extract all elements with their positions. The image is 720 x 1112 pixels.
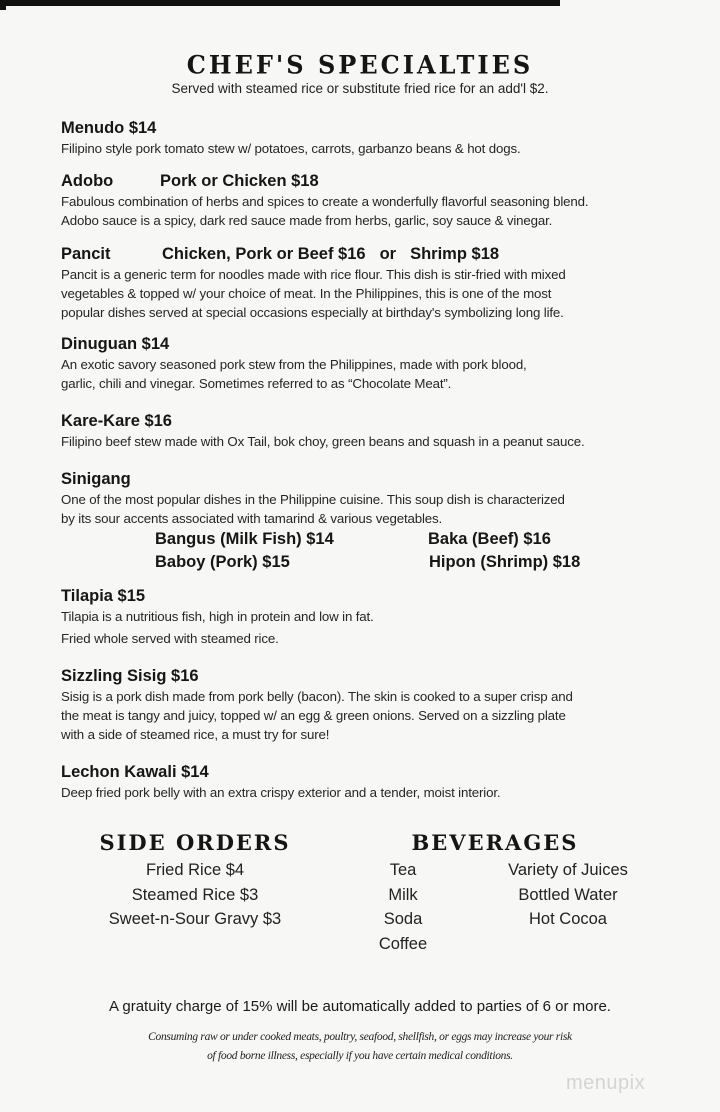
gratuity-notice: A gratuity charge of 15% will be automatically added to parties of 6 or more.: [109, 998, 611, 1015]
item-desc-line: the meat is tangy and juicy, topped w/ an egg & green onions. Served on a sizzling plate: [61, 708, 566, 723]
item-desc-line: by its sour accents associated with tamarind & various vegetables.: [61, 511, 443, 526]
beverage-item: Tea: [389, 861, 417, 879]
disclaimer-line: of food borne illness, especially if you have certain medical conditions.: [207, 1050, 513, 1062]
beverage-item: Hot Cocoa: [529, 910, 607, 928]
side-order-item: Sweet-n-Sour Gravy $3: [108, 910, 282, 928]
item-desc-line: Adobo sauce is a spicy, dark red sauce made from herbs, garlic, soy sauce & vinegar.: [61, 213, 553, 228]
item-desc-line: Tilapia is a nutritious fish, high in protein and low in fat.: [61, 609, 374, 624]
item-desc-line: popular dishes served at special occasions especially at birthday's symbolizing long life.: [61, 305, 564, 320]
disclaimer-line: Consuming raw or under cooked meats, poultry, seafood, shellfish, or eggs may increase your risk: [148, 1031, 572, 1043]
beverages-list-col-2: [478, 858, 658, 932]
item-options-2: Shrimp $18: [410, 245, 500, 263]
item-name: Kare-Kare $16: [61, 412, 172, 430]
item-desc-line: Pancit is a generic term for noodles made with rice flour. This dish is stir-fried with mixed: [61, 267, 566, 282]
item-title: Adobo: [61, 172, 114, 190]
item-desc-line: garlic, chili and vinegar. Sometimes referred to as “Chocolate Meat”.: [61, 376, 452, 391]
item-name: Menudo $14: [61, 119, 157, 137]
beverages-heading: BEVERAGES: [411, 830, 579, 855]
watermark: menupix: [566, 1072, 646, 1094]
item-desc-line: Fabulous combination of herbs and spices to create a wonderfully flavorful seasoning blend.: [61, 194, 589, 209]
item-desc-line: One of the most popular dishes in the Philippine cuisine. This soup dish is characterized: [61, 492, 565, 507]
item-desc-line: with a side of steamed rice, a must try for sure!: [61, 727, 330, 742]
page-subtitle: Served with steamed rice or substitute fried rice for an add'l $2.: [171, 81, 549, 96]
beverage-item: Variety of Juices: [508, 861, 628, 879]
item-name: Sizzling Sisig $16: [61, 667, 199, 685]
item-desc: Filipino beef stew made with Ox Tail, bok choy, green beans and squash in a peanut sauce.: [61, 434, 585, 449]
menu-item-lechon-kawali: [61, 762, 711, 802]
item-desc: Deep fried pork belly with an extra crispy exterior and a tender, moist interior.: [61, 785, 501, 800]
variant-baboy: Baboy (Pork) $15: [155, 553, 290, 571]
side-order-item: Steamed Rice $3: [131, 885, 259, 904]
variant-hipon: Hipon (Shrimp) $18: [429, 553, 581, 571]
menu-item-adobo: [61, 171, 711, 230]
page-title: CHEF'S SPECIALTIES: [186, 49, 534, 80]
menu-item-dinuguan: [61, 334, 711, 393]
side-order-item: Fried Rice $4: [145, 861, 245, 879]
item-desc-line: vegetables & topped w/ your choice of meat. In the Philippines, this is one of the most: [61, 286, 552, 301]
beverage-item: Coffee: [378, 934, 428, 953]
beverage-item: Milk: [388, 885, 418, 904]
side-orders-list: [80, 858, 310, 932]
side-orders-heading: SIDE ORDERS: [99, 830, 291, 855]
item-name: Sinigang: [61, 470, 131, 488]
top-edge-bar: [0, 0, 560, 6]
beverage-item: Soda: [383, 910, 423, 928]
item-desc-line: An exotic savory seasoned pork stew from the Philippines, made with pork blood,: [61, 357, 527, 372]
item-desc-line: Sisig is a pork dish made from pork belly (bacon). The skin is cooked to a super crisp and: [61, 689, 573, 704]
item-title: Pancit: [61, 245, 111, 263]
menu-item-pancit: [61, 244, 711, 322]
menu-item-sizzling-sisig: [61, 666, 711, 744]
menu-item-menudo: [61, 118, 711, 158]
item-options: Pork or Chicken $18: [160, 172, 319, 190]
beverages-list-col-1: [358, 858, 448, 956]
health-disclaimer: [0, 1028, 720, 1066]
item-or: or: [379, 245, 397, 263]
menu-item-kare-kare: [61, 411, 711, 451]
variant-baka: Baka (Beef) $16: [428, 530, 551, 548]
item-name: Lechon Kawali $14: [61, 763, 209, 781]
item-name: [61, 171, 711, 192]
item-name: Tilapia $15: [61, 587, 146, 605]
top-edge-corner: [0, 0, 6, 10]
item-name: [61, 244, 711, 265]
variant-bangus: Bangus (Milk Fish) $14: [155, 530, 334, 548]
beverage-item: Bottled Water: [518, 885, 618, 904]
menu-item-sinigang: [61, 469, 711, 528]
item-options: Chicken, Pork or Beef $16: [162, 245, 366, 263]
menu-item-tilapia: [61, 586, 711, 648]
item-name: Dinuguan $14: [61, 335, 170, 353]
item-desc-line: Fried whole served with steamed rice.: [61, 631, 279, 646]
item-desc: Filipino style pork tomato stew w/ potatoes, carrots, garbanzo beans & hot dogs.: [61, 141, 521, 156]
